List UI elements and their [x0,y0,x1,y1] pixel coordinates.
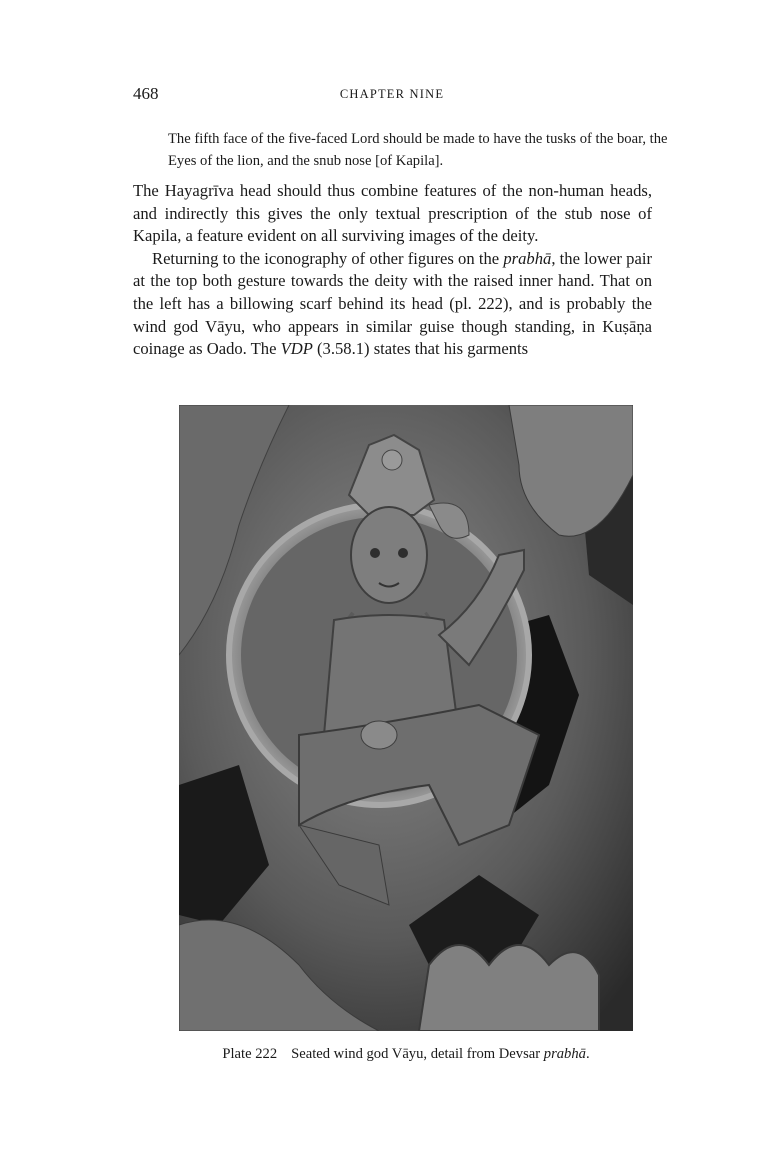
sculpture-image [179,405,633,1031]
plate-photograph [179,405,633,1031]
caption-italic: prabhā [543,1046,586,1062]
block-quote [168,128,680,172]
paragraph-2-part-c: (3.58.1) states that his garments [312,339,529,359]
plate-label: Plate 222 [222,1046,278,1062]
page-header [133,84,651,106]
paragraph-2-part-b: , the lower pair at the top both gesture towards the deity with the raised inner hand. That on the left has a billowing scarf behind its head (pl. 222), and is probably the wind god Vāyu, who appears in similar guise though standing, in Kuṣāṇa coinage as Oado. The [133,248,652,359]
paragraph-2-italic-vdp: VDP [280,339,313,359]
body-text [133,180,652,361]
figure-caption [133,1046,679,1063]
caption-text: Seated wind god Vāyu, detail from Devsar [291,1046,544,1062]
paragraph-1: The Hayagrīva head should thus combine features of the non-human heads, and indirectly this gives the only textual prescription of the stub nose of Kapila, a feature evident on all surviving images of the deity. [133,181,652,246]
page-number: 468 [133,84,159,103]
caption-end: . [585,1046,590,1062]
quote-text: The fifth face of the five-faced Lord should be made to have the tusks of the boar, the Eyes of the lion, and the snub nose [of Kapila]. [168,131,668,169]
running-head: CHAPTER NINE [339,87,445,101]
paragraph-2-part-a: Returning to the iconography of other figures on the [152,248,504,268]
paragraph-2-italic-prabha: prabhā [503,248,552,268]
paragraph-2 [133,248,652,361]
